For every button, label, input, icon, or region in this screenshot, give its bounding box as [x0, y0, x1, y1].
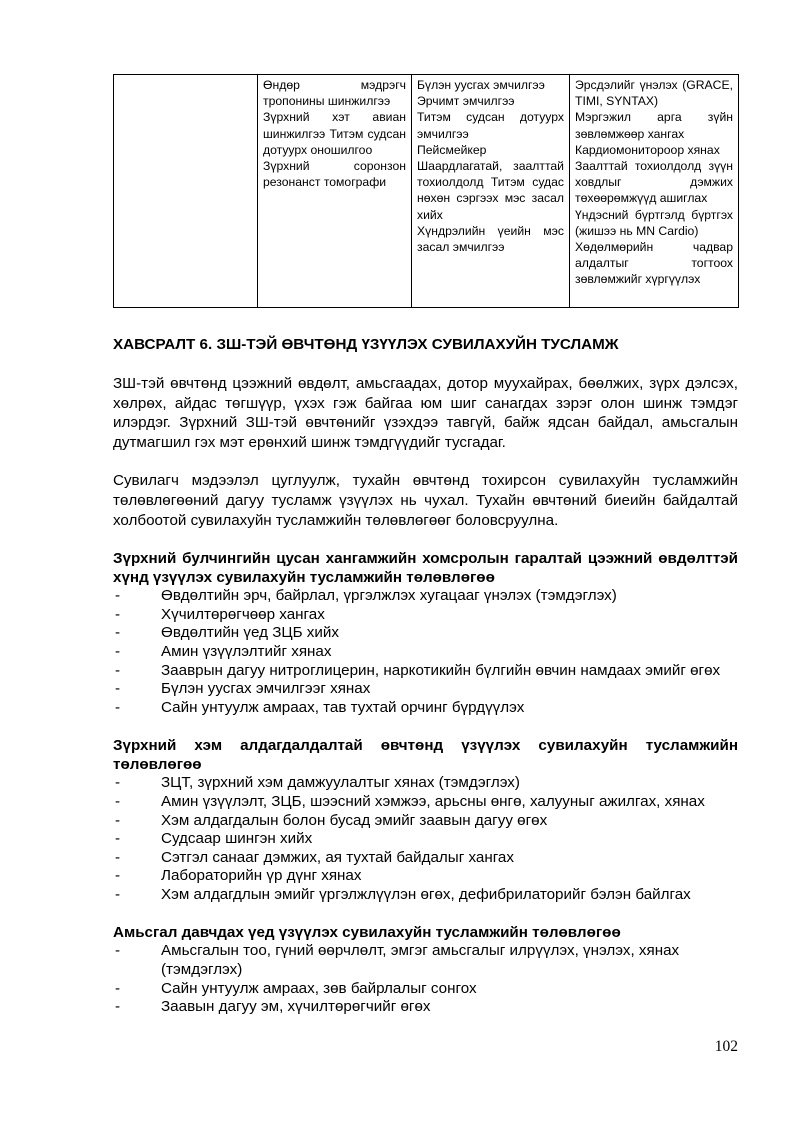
- cell-line: Эрсдэлийг үнэлэх (GRACE, TIMI, SYNTAX): [575, 78, 733, 109]
- table-row: [114, 75, 739, 308]
- appendix-heading: ХАВСРАЛТ 6. ЗШ-ТЭЙ ӨВЧТӨНД ҮЗҮҮЛЭХ СУВИЛАХУЙН ТУСЛАМЖ: [113, 336, 619, 353]
- section-title: Амьсгал давчдах үед үзүүлэх сувилахуйн тусламжийн төлөвлөгөө: [113, 924, 621, 942]
- cell-line: Эрчимт эмчилгээ: [417, 94, 515, 109]
- list-item: - ЗЦТ, зүрхний хэм дамжуулалтыг хянах (тэмдэглэх): [115, 774, 520, 792]
- cell-line: Зүрхний хэт авиан шинжилгээ Титэм судсан дотуурх оношилгоо: [263, 110, 406, 157]
- intro-paragraph: ЗШ-тэй өвчтөнд цээжний өвдөлт, амьсгаадах, дотор муухайрах, бөөлжих, зүрх дэлсэх, хөлрөх, айдас төгшүүр, үхэх гэж байгаа юм шиг санагдах зэрэг олон шинж тэмдэг илэрдэг. Зүрхний ЗШ-тэй өвчтөнийг үзэхдээ тавгүй, байж ядсан байдал, амьсгалын дутмагшил гэх мэт ерөнхий шинж тэмдгүүдийг тусгадаг.: [113, 375, 738, 451]
- list-item: - Заавын дагуу эм, хүчилтөрөгчийг өгөх: [115, 998, 431, 1016]
- list-item: - Хүчилтөрөгчөөр хангах: [115, 605, 325, 623]
- list-item: - Амьсгалын тоо, гүний өөрчлөлт, эмгэг амьсгалыг илрүүлэх, үнэлэх, хянах (тэмдэглэх): [115, 942, 680, 979]
- list-item: - Сайн унтуулж амраах, зөв байрлалыг сонгох: [115, 979, 477, 997]
- list-item: - Сайн унтуулж амраах, тав тухтай орчинг бүрдүүлэх: [115, 698, 525, 716]
- list-item: - Судсаар шингэн хийх: [115, 830, 313, 848]
- care-plan-list: [113, 774, 738, 904]
- list-item: - Хэм алдагдалын болон бусад эмийг заавын дагуу өгөх: [115, 811, 548, 829]
- cell-line: Өндөр мэдрэгч тропонины шинжилгээ: [263, 78, 406, 109]
- intro-paragraph: Сувилагч мэдээлэл цуглуулж, тухайн өвчтөнд тохирсон сувилахуйн тусламжийн төлөвлөгөөний дагуу тусламж үзүүлэх нь чухал. Тухайн өвчтөний биеийн байдалтай холбоотой сувилахуйн тусламжийн төлөвлөгөөг боловсруулна.: [113, 472, 738, 529]
- cell-line: Заалттай тохиолдолд зүүн ховдлыг дэмжих төхөөрөмжүүд ашиглах: [575, 159, 733, 206]
- list-item: - Өвдөлтийн эрч, байрлал, үргэлжлэх хугацааг үнэлэх (тэмдэглэх): [115, 587, 617, 605]
- cell-line: Хөдөлмөрийн чадвар алдалтыг тогтоох зөвлөмжийг хүргүүлэх: [575, 240, 733, 287]
- page-number: 102: [714, 1038, 738, 1055]
- table-cell-treatment: [412, 75, 570, 308]
- list-item: - Амин үзүүлэлтийг хянах: [115, 642, 332, 660]
- care-plan-list: [113, 942, 738, 1016]
- cell-line: Бүлэн уусгах эмчилгээ: [417, 78, 545, 92]
- care-plan-list: [113, 587, 738, 717]
- list-item: - Хэм алдагдлын эмийг үргэлжлүүлэн өгөх, дефибрилаторийг бэлэн байлгах: [115, 885, 691, 903]
- cell-line: Зүрхний соронзон резонанст томографи: [263, 159, 406, 190]
- table-cell-management: [570, 75, 739, 308]
- cell-line: Үндэсний бүртгэлд бүртгэх (жишээ нь MN Cardio): [575, 207, 733, 238]
- document-body: [113, 335, 738, 1036]
- table-cell-diagnostics: [258, 75, 412, 308]
- list-item: - Лабораторийн үр дүнг хянах: [115, 867, 362, 885]
- cell-line: Хүндрэлийн үеийн мэс засал эмчилгээ: [417, 223, 564, 255]
- cell-line: Пейсмейкер: [417, 142, 487, 157]
- list-item: - Зааврын дагуу нитроглицерин, наркотикийн бүлгийн өвчин намдаах эмийг өгөх: [115, 661, 721, 679]
- list-item: - Амин үзүүлэлт, ЗЦБ, шээсний хэмжээ, арьсны өнгө, халууныг ажилгах, хянах: [115, 792, 705, 810]
- section-title: Зүрхний хэм алдагдалдалтай өвчтөнд үзүүлэх сувилахуйн тусламжийн төлөвлөгөө: [113, 737, 738, 774]
- cell-line: Шаардлагатай, заалттай тохиолдолд Титэм судас нөхөн сэргээх мэс засал хийх: [417, 159, 564, 222]
- section-title: Зүрхний булчингийн цусан хангамжийн хомсролын гаралтай цээжний өвдөлттэй хүнд үзүүлэх сувилахуйн тусламжийн төлөвлөгөө: [113, 550, 738, 587]
- list-item: - Бүлэн уусгах эмчилгээг хянах: [115, 680, 371, 698]
- cell-line: Мэргэжил арга зүйн зөвлөмжөөр хангах: [575, 110, 733, 141]
- treatment-table: [113, 74, 739, 308]
- cell-line: Кардиомониторoор хянах: [575, 142, 720, 157]
- list-item: - Өвдөлтийн үед ЗЦБ хийх: [115, 624, 339, 642]
- list-item: - Сэтгэл санааг дэмжих, ая тухтай байдалыг хангах: [115, 848, 514, 866]
- table-cell-empty: [114, 75, 258, 308]
- cell-line: Титэм судсан дотуурх эмчилгээ: [417, 110, 564, 141]
